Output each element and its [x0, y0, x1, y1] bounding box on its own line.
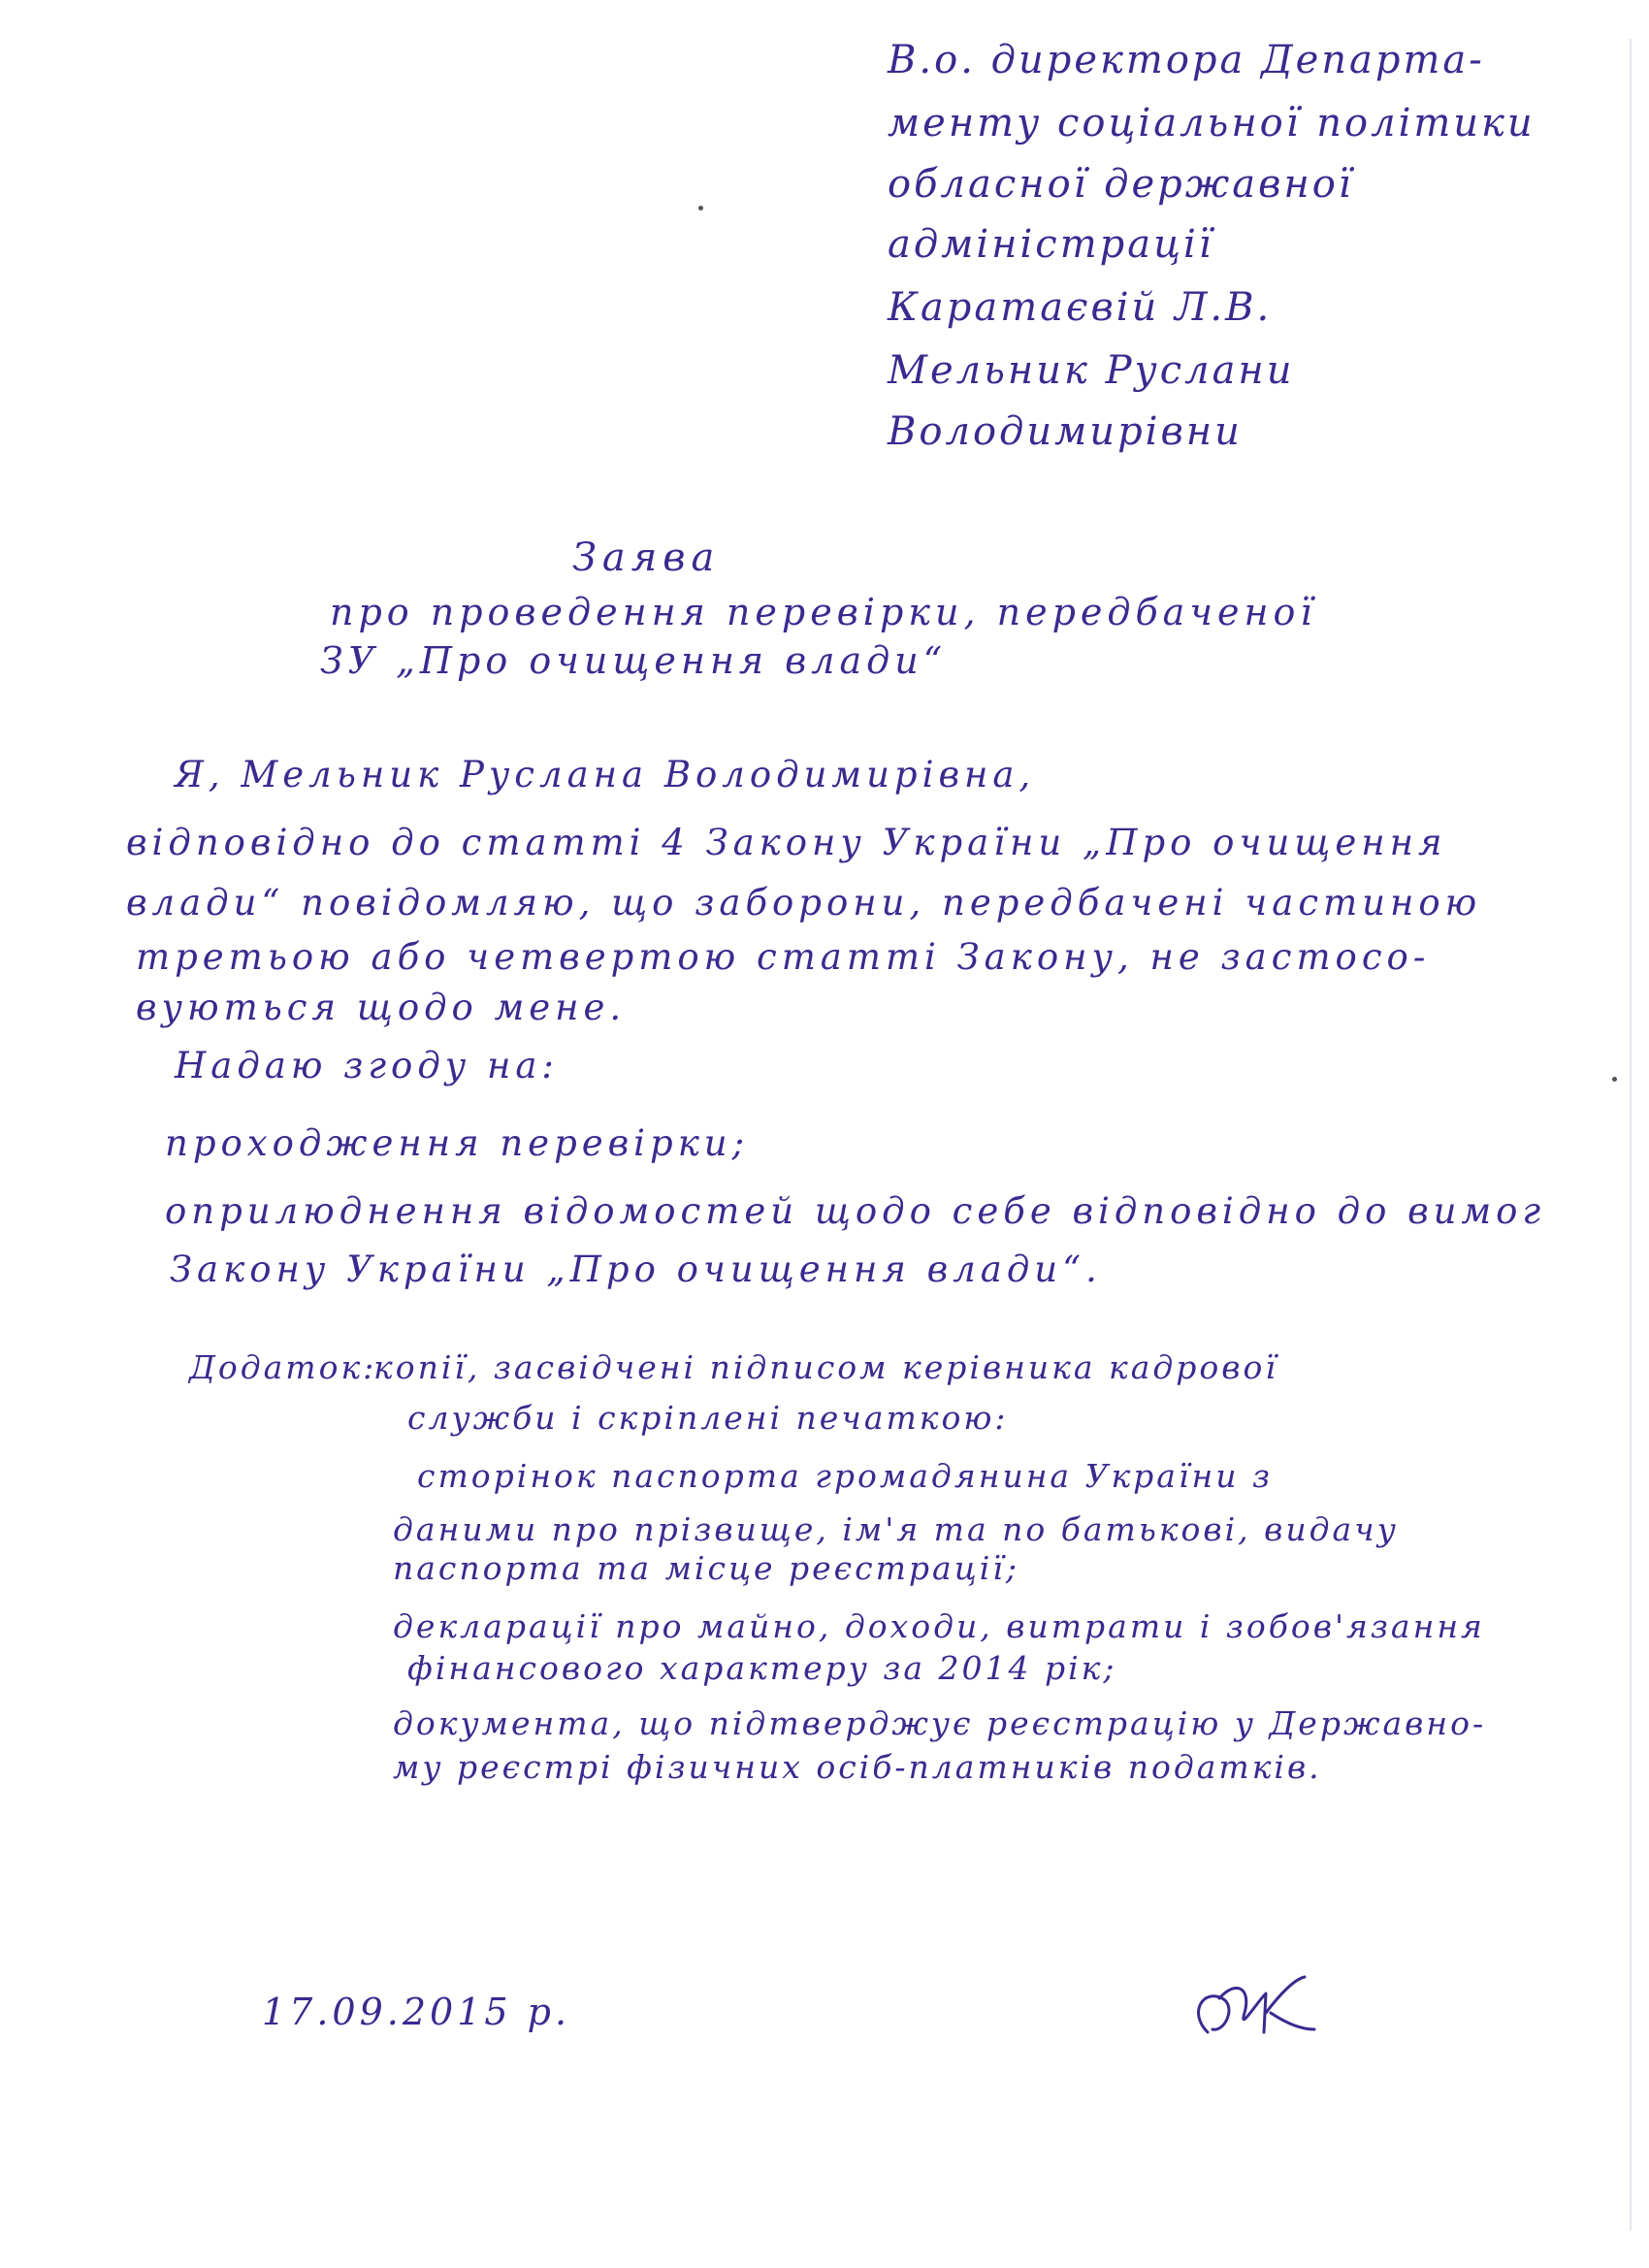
attachment-label: Додаток: [189, 1348, 377, 1386]
addressee-line: Каратаєвій Л.В. [888, 285, 1273, 330]
consent-item: Закону України „Про очищення влади“. [170, 1248, 1102, 1290]
ink-dot [698, 206, 703, 211]
attachment-item-line: декларації про майно, доходи, витрати і зобов'язання [393, 1607, 1485, 1645]
attachment-item-line: документа, що підтверджує реєстрацію у Державно- [393, 1704, 1487, 1742]
addressee-line: Мельник Руслани [888, 348, 1295, 393]
statement-line: відповідно до статті 4 Закону України „Про очищення [126, 822, 1447, 863]
statement-line: третьою або четвертою статті Закону, не застосо- [136, 936, 1431, 978]
addressee-line: обласної державної [888, 162, 1354, 207]
document-title: Заява [572, 535, 721, 580]
statement-line: Я, Мельник Руслана Володимирівна, [175, 754, 1036, 795]
attachment-item-line: даними про прізвище, ім'я та по батькові, видачу [393, 1510, 1399, 1548]
subtitle-line: про проведення перевірки, передбаченої [330, 591, 1317, 633]
addressee-line: В.о. директора Департа- [888, 38, 1485, 82]
ink-dot [1612, 1077, 1617, 1082]
attachment-item-line: сторінок паспорта громадянина України з [417, 1457, 1273, 1495]
document-date: 17.09.2015 р. [262, 1991, 571, 2033]
addressee-line: адміністрації [888, 222, 1214, 267]
addressee-line: Володимирівни [888, 409, 1243, 454]
scan-edge [1630, 39, 1632, 2231]
attachment-item-line: му реєстрі фізичних осіб-платників податків. [393, 1748, 1322, 1786]
attachment-item-line: паспорта та місце реєстрації; [393, 1549, 1019, 1587]
consent-item: оприлюднення відомостей щодо себе відповідно до вимог [165, 1190, 1546, 1232]
addressee-line: менту соціальної політики [888, 101, 1536, 146]
consent-heading: Надаю згоду на: [175, 1045, 559, 1086]
subtitle-line: ЗУ „Про очищення влади“ [320, 639, 948, 682]
signature-image [1179, 1960, 1324, 2057]
statement-line: вуються щодо мене. [136, 987, 627, 1028]
attachment-item-line: фінансового характеру за 2014 рік; [407, 1649, 1117, 1687]
statement-line: влади“ повідомляю, що заборони, передбачені частиною [126, 882, 1482, 923]
attachment-intro-line: служби і скріплені печаткою: [407, 1399, 1009, 1437]
attachment-intro-line: копії, засвідчені підписом керівника кадрової [373, 1348, 1278, 1386]
consent-item: проходження перевірки; [165, 1122, 750, 1164]
